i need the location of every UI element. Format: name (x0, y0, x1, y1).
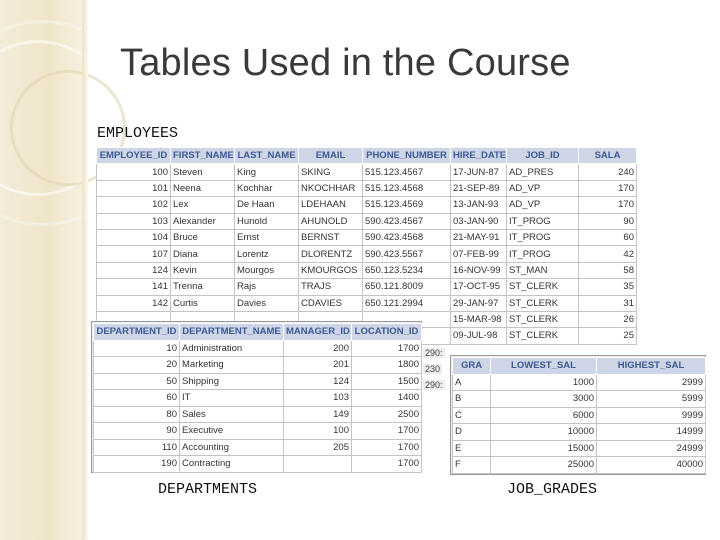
departments-caption: DEPARTMENTS (158, 481, 258, 498)
table-cell: ST_CLERK (507, 328, 579, 344)
column-header: JOB_ID (507, 148, 579, 164)
table-row (94, 456, 422, 473)
table-row (97, 262, 637, 278)
table-cell: Curtis (171, 295, 235, 311)
column-header: EMAIL (299, 148, 363, 164)
column-header: HIGHEST_SAL (597, 358, 706, 375)
table-cell: 1700 (352, 439, 422, 456)
table-cell: 2500 (352, 406, 422, 423)
departments-panel (91, 321, 422, 473)
table-cell: 50 (94, 373, 180, 390)
table-cell: 142 (97, 295, 171, 311)
departments-header-row (94, 324, 422, 341)
table-cell: 100 (97, 164, 171, 180)
table-cell: 201 (284, 357, 352, 374)
table-row (97, 295, 637, 311)
table-row (97, 229, 637, 245)
column-header: FIRST_NAME (171, 148, 235, 164)
column-header: PHONE_NUMBER (363, 148, 451, 164)
table-cell: 110 (94, 439, 180, 456)
column-header: SALA (579, 148, 637, 164)
table-cell: Rajs (235, 279, 299, 295)
table-cell: 07-FEB-99 (451, 246, 507, 262)
table-row (97, 246, 637, 262)
table-cell: Davies (235, 295, 299, 311)
table-cell: 17-JUN-87 (451, 164, 507, 180)
table-cell: 58 (579, 262, 637, 278)
table-cell: 17-OCT-95 (451, 279, 507, 295)
table-row (453, 374, 706, 391)
table-cell: Shipping (180, 373, 284, 390)
column-header: GRA (453, 358, 491, 375)
table-cell: 101 (97, 180, 171, 196)
table-row (94, 357, 422, 374)
employee-peek-fragment: 290: (425, 348, 443, 358)
table-cell: 20 (94, 357, 180, 374)
table-cell: 141 (97, 279, 171, 295)
table-cell: 1700 (352, 456, 422, 473)
table-cell: 31 (579, 295, 637, 311)
table-cell: 60 (579, 229, 637, 245)
table-cell: 124 (284, 373, 352, 390)
table-cell: LDEHAAN (299, 197, 363, 213)
table-cell: Diana (171, 246, 235, 262)
table-cell: 90 (579, 213, 637, 229)
table-cell: 03-JAN-90 (451, 213, 507, 229)
table-cell: IT_PROG (507, 246, 579, 262)
table-cell: 24999 (597, 440, 706, 457)
table-cell: 200 (284, 340, 352, 357)
table-cell: IT_PROG (507, 213, 579, 229)
table-row (453, 457, 706, 474)
table-cell: SKING (299, 164, 363, 180)
employees-header-row (97, 148, 637, 164)
job-grades-body (453, 374, 706, 473)
table-cell: Marketing (180, 357, 284, 374)
table-cell: De Haan (235, 197, 299, 213)
table-cell: F (453, 457, 491, 474)
table-cell: 1500 (352, 373, 422, 390)
departments-table (93, 323, 422, 473)
employees-body (97, 164, 637, 344)
table-cell: 60 (94, 390, 180, 407)
table-cell: ST_CLERK (507, 311, 579, 327)
table-cell: ST_CLERK (507, 295, 579, 311)
table-cell: ST_MAN (507, 262, 579, 278)
table-cell: 104 (97, 229, 171, 245)
employee-peek-fragment: 230 (425, 364, 441, 374)
table-cell: 100 (284, 423, 352, 440)
table-cell: 515.123.4567 (363, 164, 451, 180)
decorative-side-band (0, 0, 82, 540)
departments-body (94, 340, 422, 472)
table-row (453, 440, 706, 457)
table-cell: 170 (579, 180, 637, 196)
table-row (94, 390, 422, 407)
table-cell: 1700 (352, 340, 422, 357)
table-cell: Lex (171, 197, 235, 213)
table-cell: 149 (284, 406, 352, 423)
job-grades-header-row (453, 358, 706, 375)
table-cell: 650.123.5234 (363, 262, 451, 278)
slide-title: Tables Used in the Course (120, 42, 571, 84)
table-cell: AD_VP (507, 180, 579, 196)
table-cell: AHUNOLD (299, 213, 363, 229)
table-row (94, 373, 422, 390)
table-cell: 9999 (597, 407, 706, 424)
table-cell: TRAJS (299, 279, 363, 295)
table-cell: 124 (97, 262, 171, 278)
table-cell: 26 (579, 311, 637, 327)
table-cell: Mourgos (235, 262, 299, 278)
table-cell: Kevin (171, 262, 235, 278)
column-header: LOWEST_SAL (491, 358, 597, 375)
table-row (97, 197, 637, 213)
column-header: MANAGER_ID (284, 324, 352, 341)
table-cell: 1800 (352, 357, 422, 374)
table-cell: 515.123.4568 (363, 180, 451, 196)
table-cell: 25000 (491, 457, 597, 474)
table-cell: 13-JAN-93 (451, 197, 507, 213)
table-cell: 6000 (491, 407, 597, 424)
table-cell: Contracting (180, 456, 284, 473)
table-cell: 15-MAR-98 (451, 311, 507, 327)
table-row (453, 424, 706, 441)
table-cell: Steven (171, 164, 235, 180)
table-row (94, 340, 422, 357)
table-cell: 102 (97, 197, 171, 213)
column-header: LAST_NAME (235, 148, 299, 164)
table-cell: 590.423.4567 (363, 213, 451, 229)
table-cell: Alexander (171, 213, 235, 229)
table-cell: C (453, 407, 491, 424)
table-cell: 5999 (597, 391, 706, 408)
table-cell: DLORENTZ (299, 246, 363, 262)
table-cell: Ernst (235, 229, 299, 245)
table-row (94, 439, 422, 456)
table-row (97, 180, 637, 196)
job-grades-panel (450, 355, 706, 475)
table-cell: 09-JUL-98 (451, 328, 507, 344)
table-cell: E (453, 440, 491, 457)
table-cell: 1000 (491, 374, 597, 391)
table-cell: 42 (579, 246, 637, 262)
table-cell: 80 (94, 406, 180, 423)
table-cell: King (235, 164, 299, 180)
table-cell: 170 (579, 197, 637, 213)
table-cell: 590.423.5567 (363, 246, 451, 262)
table-cell: Neena (171, 180, 235, 196)
table-cell: Hunold (235, 213, 299, 229)
table-row (97, 164, 637, 180)
table-cell: NKOCHHAR (299, 180, 363, 196)
column-header: LOCATION_ID (352, 324, 422, 341)
table-row (97, 213, 637, 229)
table-cell: 103 (97, 213, 171, 229)
column-header: DEPARTMENT_ID (94, 324, 180, 341)
table-cell: Administration (180, 340, 284, 357)
table-cell: Lorentz (235, 246, 299, 262)
table-cell: 35 (579, 279, 637, 295)
table-cell: 10000 (491, 424, 597, 441)
decorative-band-edge (82, 0, 88, 540)
table-cell: 205 (284, 439, 352, 456)
column-header: DEPARTMENT_NAME (180, 324, 284, 341)
table-cell: IT (180, 390, 284, 407)
table-cell: Sales (180, 406, 284, 423)
table-cell: 21-SEP-89 (451, 180, 507, 196)
table-cell: 90 (94, 423, 180, 440)
table-cell: 10 (94, 340, 180, 357)
table-cell: 3000 (491, 391, 597, 408)
table-cell: Accounting (180, 439, 284, 456)
table-cell: B (453, 391, 491, 408)
table-cell: 190 (94, 456, 180, 473)
column-header: EMPLOYEE_ID (97, 148, 171, 164)
table-cell: D (453, 424, 491, 441)
table-cell: Executive (180, 423, 284, 440)
table-cell: 515.123.4569 (363, 197, 451, 213)
table-cell: 1700 (352, 423, 422, 440)
table-row (94, 406, 422, 423)
table-cell: Bruce (171, 229, 235, 245)
table-cell: 650.121.8009 (363, 279, 451, 295)
table-cell (284, 456, 352, 473)
table-cell: IT_PROG (507, 229, 579, 245)
table-cell: AD_VP (507, 197, 579, 213)
table-cell: 40000 (597, 457, 706, 474)
table-cell: Kochhar (235, 180, 299, 196)
table-cell: KMOURGOS (299, 262, 363, 278)
employee-peek-fragment: 290: (425, 380, 443, 390)
table-cell: BERNST (299, 229, 363, 245)
table-cell: AD_PRES (507, 164, 579, 180)
table-row (453, 391, 706, 408)
table-cell: 107 (97, 246, 171, 262)
job-grades-caption: JOB_GRADES (507, 481, 598, 498)
column-header: HIRE_DATE (451, 148, 507, 164)
table-cell: ST_CLERK (507, 279, 579, 295)
table-cell: Trenna (171, 279, 235, 295)
table-cell: 16-NOV-99 (451, 262, 507, 278)
table-cell: CDAVIES (299, 295, 363, 311)
table-cell: 240 (579, 164, 637, 180)
employees-caption: EMPLOYEES (97, 125, 179, 142)
table-row (94, 423, 422, 440)
table-cell: 2999 (597, 374, 706, 391)
table-cell: A (453, 374, 491, 391)
table-cell: 21-MAY-91 (451, 229, 507, 245)
table-cell: 29-JAN-97 (451, 295, 507, 311)
table-cell: 25 (579, 328, 637, 344)
table-row (453, 407, 706, 424)
table-cell: 650.121.2994 (363, 295, 451, 311)
table-cell: 103 (284, 390, 352, 407)
employees-table (96, 147, 637, 345)
table-cell: 1400 (352, 390, 422, 407)
table-cell: 14999 (597, 424, 706, 441)
table-row (97, 279, 637, 295)
table-cell: 15000 (491, 440, 597, 457)
job-grades-table (452, 357, 706, 474)
table-cell: 590.423.4568 (363, 229, 451, 245)
